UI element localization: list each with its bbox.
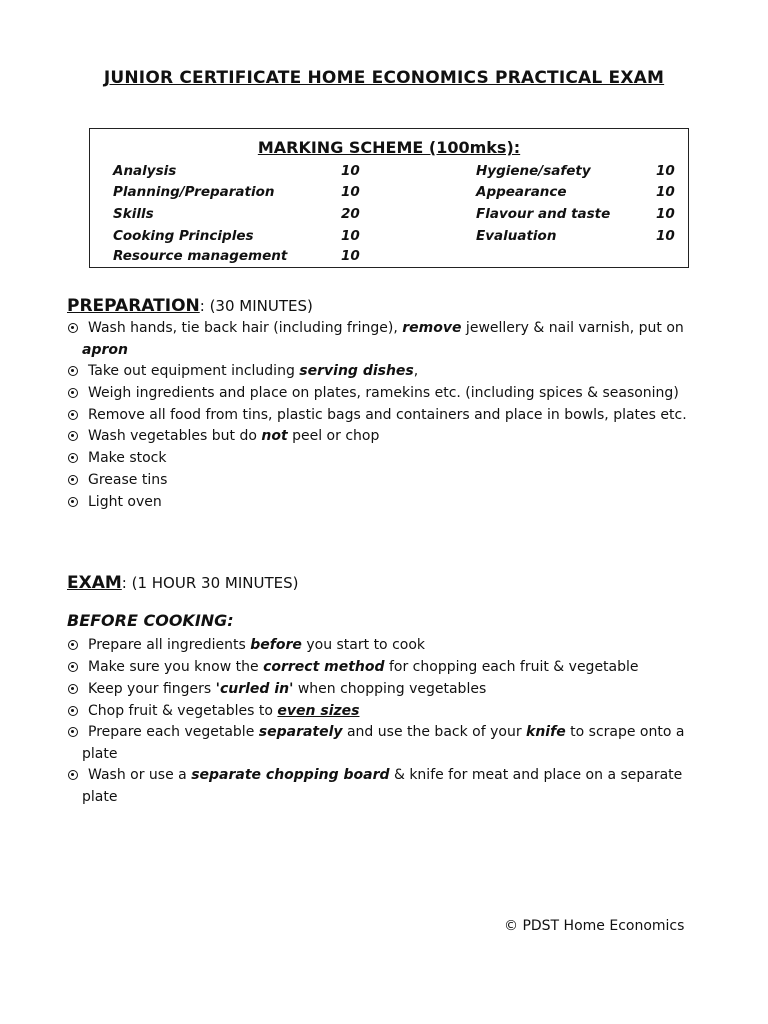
item-emphasis: 'curled in' xyxy=(215,681,294,697)
scheme-label: Resource management xyxy=(113,248,288,264)
bullet-icon xyxy=(68,431,78,441)
item-text: peel or chop xyxy=(287,428,380,444)
item-text: Take out equipment including xyxy=(88,363,300,379)
bullet-icon xyxy=(68,640,78,650)
item-emphasis: serving dishes xyxy=(299,363,414,379)
scheme-marks: 20 xyxy=(341,206,360,222)
bullet-icon xyxy=(68,497,78,507)
exam-heading xyxy=(67,573,298,593)
item-text: and use the back of your xyxy=(342,724,527,740)
item-text: Weigh ingredients and place on plates, ramekins etc. (including spices & seasoning) xyxy=(88,385,679,401)
item-text: Light oven xyxy=(88,494,162,510)
list-item xyxy=(68,385,679,401)
item-text: jewellery & nail varnish, put on xyxy=(461,320,684,336)
scheme-marks: 10 xyxy=(656,206,675,222)
scheme-marks: 10 xyxy=(656,163,675,179)
bullet-icon xyxy=(68,727,78,737)
scheme-marks: 10 xyxy=(656,228,675,244)
list-item xyxy=(68,320,684,336)
scheme-label: Planning/Preparation xyxy=(113,184,275,200)
item-emphasis: not xyxy=(261,428,288,444)
scheme-label: Flavour and taste xyxy=(476,206,611,222)
item-emphasis: before xyxy=(250,637,302,653)
bullet-icon xyxy=(68,770,78,780)
scheme-label: Analysis xyxy=(113,163,177,179)
list-item xyxy=(68,363,418,379)
item-text: Wash or use a xyxy=(88,767,192,783)
preparation-duration: : (30 MINUTES) xyxy=(199,297,313,315)
list-item xyxy=(68,407,687,423)
list-item xyxy=(68,767,682,783)
bullet-icon xyxy=(68,453,78,463)
item-text: Make sure you know the xyxy=(88,659,264,675)
item-text: to scrape onto a xyxy=(565,724,685,740)
scheme-label: Skills xyxy=(113,206,154,222)
footer-copyright: © PDST Home Economics xyxy=(504,918,685,934)
scheme-label: Appearance xyxy=(476,184,567,200)
scheme-marks: 10 xyxy=(656,184,675,200)
item-text: Prepare all ingredients xyxy=(88,637,251,653)
scheme-marks: 10 xyxy=(341,184,360,200)
page-title: JUNIOR CERTIFICATE HOME ECONOMICS PRACTICAL EXAM xyxy=(103,68,665,88)
scheme-marks: 10 xyxy=(341,248,360,264)
item-text: Wash vegetables but do xyxy=(88,428,262,444)
scheme-marks: 10 xyxy=(341,163,360,179)
item-text: Remove all food from tins, plastic bags and containers and place in bowls, plates etc. xyxy=(88,407,687,423)
item-text: Keep your fingers xyxy=(88,681,216,697)
bullet-icon xyxy=(68,323,78,333)
item-text: Grease tins xyxy=(88,472,168,488)
scheme-label: Cooking Principles xyxy=(113,228,254,244)
list-item xyxy=(68,659,639,675)
item-text: & knife for meat and place on a separate xyxy=(389,767,683,783)
scheme-label: Hygiene/safety xyxy=(476,163,591,179)
list-item xyxy=(68,450,166,466)
item-continuation: apron xyxy=(82,342,128,358)
bullet-icon xyxy=(68,684,78,694)
item-text: Make stock xyxy=(88,450,167,466)
item-emphasis: knife xyxy=(526,724,566,740)
bullet-icon xyxy=(68,662,78,672)
scheme-label: Evaluation xyxy=(476,228,557,244)
item-text: Wash hands, tie back hair (including fringe), xyxy=(88,320,403,336)
list-item xyxy=(68,724,684,740)
marking-scheme-heading: MARKING SCHEME (100mks): xyxy=(257,138,521,157)
item-emphasis: remove xyxy=(402,320,462,336)
list-item xyxy=(68,703,360,719)
list-item xyxy=(68,494,162,510)
list-item xyxy=(68,637,425,653)
item-emphasis: correct method xyxy=(263,659,385,675)
marking-scheme-box xyxy=(89,128,689,268)
exam-heading-label: EXAM xyxy=(67,573,122,593)
bullet-icon xyxy=(68,706,78,716)
item-emphasis: separately xyxy=(258,724,343,740)
bullet-icon xyxy=(68,388,78,398)
bullet-icon xyxy=(68,366,78,376)
item-text: Chop fruit & vegetables to xyxy=(88,703,278,719)
item-continuation: plate xyxy=(82,746,118,762)
item-text: you start to cook xyxy=(301,637,426,653)
item-emphasis: even sizes xyxy=(277,703,360,719)
list-item xyxy=(68,472,167,488)
item-emphasis: separate chopping board xyxy=(191,767,390,783)
bullet-icon xyxy=(68,410,78,420)
item-text: Prepare each vegetable xyxy=(88,724,259,740)
item-continuation: plate xyxy=(82,789,118,805)
item-text: , xyxy=(413,363,419,379)
item-text: for chopping each fruit & vegetable xyxy=(384,659,639,675)
exam-duration: : (1 HOUR 30 MINUTES) xyxy=(121,574,299,592)
bullet-icon xyxy=(68,475,78,485)
preparation-heading-label: PREPARATION xyxy=(67,296,200,316)
before-cooking-heading: BEFORE COOKING: xyxy=(67,611,234,630)
list-item xyxy=(68,428,379,444)
scheme-marks: 10 xyxy=(341,228,360,244)
item-text: when chopping vegetables xyxy=(293,681,487,697)
preparation-heading xyxy=(67,296,313,316)
list-item xyxy=(68,681,486,697)
